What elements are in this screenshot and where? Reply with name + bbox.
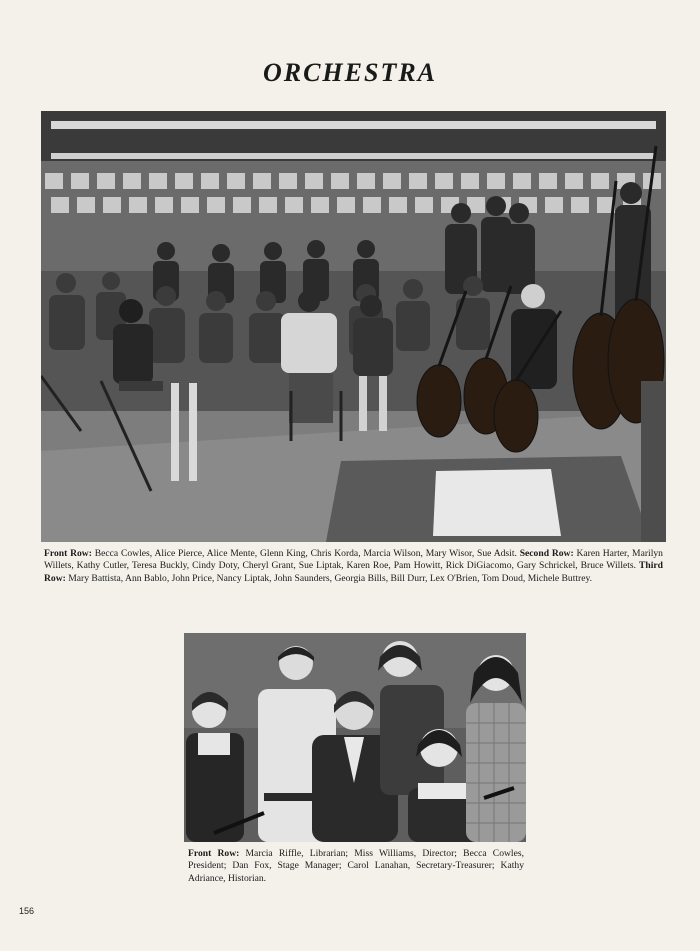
front-row-label: Front Row:: [44, 548, 92, 559]
second-row-names: Karen Harter, Marilyn Willets, Kathy Cutler, Teresa Buckly, Cindy Doty, Cheryl Grant, Sue Liptak, Karen Roe, Pam Howitt, Rick DiGiacomo, Gary Schrickel, Bruce Willets.: [44, 548, 663, 572]
page-title: ORCHESTRA: [262, 58, 438, 87]
third-row-label: Third Row:: [44, 560, 663, 584]
officers-front-row-label: Front Row:: [188, 848, 240, 859]
orchestra-roster-caption: [44, 548, 663, 585]
orchestra-officers-photo: [184, 633, 526, 842]
page-number: 156: [19, 906, 35, 916]
officers-caption: [188, 848, 524, 885]
third-row-names: Mary Battista, Ann Bablo, John Price, Nancy Liptak, John Saunders, Georgia Bills, Bill Durr, Lex O'Brien, Tom Doud, Michele Buttrey.: [65, 572, 593, 584]
second-row-label: Second Row:: [519, 548, 574, 559]
orchestra-group-photo: [41, 111, 666, 542]
front-row-names: Becca Cowles, Alice Pierce, Alice Mente, Glenn King, Chris Korda, Marcia Wilson, Mary Wisor, Sue Adsit.: [91, 548, 520, 559]
officers-names: Marcia Riffle, Librarian; Miss Williams, Director; Becca Cowles, President; Dan Fox, Stage Manager; Carol Lanahan, Secretary-Treasurer; Kathy Adriance, Historian.: [188, 848, 524, 884]
